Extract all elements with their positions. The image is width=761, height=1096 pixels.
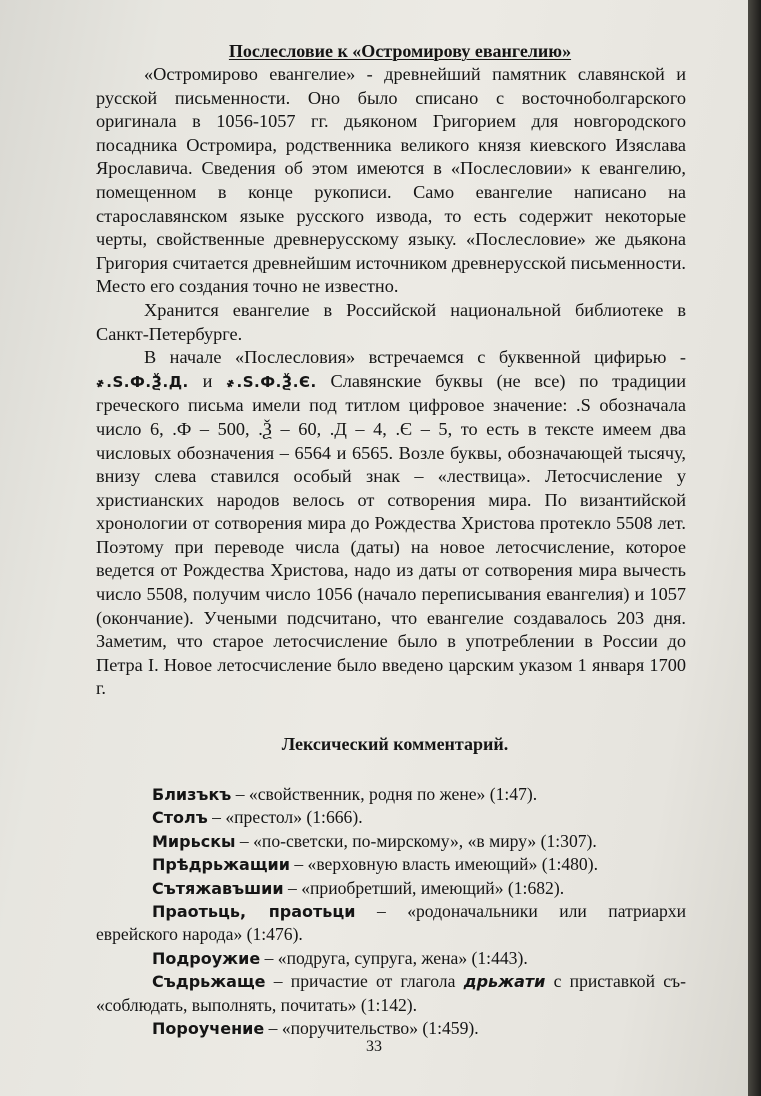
numeral-6564: ҂.Ѕ.Ф.Ѯ.Д.	[96, 372, 189, 391]
entry-term: Пороучение	[152, 1019, 265, 1039]
entry-definition: – «подруга, супруга, жена» (1:443).	[260, 947, 528, 968]
entry	[96, 877, 686, 900]
entry-term: Праотьць, праотьци	[152, 902, 356, 922]
entry	[96, 947, 686, 970]
numeral-6565: ҂.Ѕ.Ф.Ѯ.Є.	[226, 372, 317, 391]
paragraph-1: «Остромирово евангелие» - древнейший памятник славянской и русской письменности. Оно было списано с восточноболгарского оригинала в 1056-1057 гг. дьяконом Григорием для новгородского посадника Остромира, родственника великого князя киевского Изяслава Ярославича. Сведения об этом имеются в «Послесловии» к евангелию, помещенном в конце рукописи. Само евангелие написано на старославянском языке русского извода, то есть содержит некоторые черты, свойственные древнерусскому языку. «Послесловие» же дьякона Григория считается древнейшим источником древнерусской письменности. Место его создания точно не известно.	[96, 64, 686, 297]
entry-definition: – «престол» (1:666).	[207, 807, 363, 828]
entry	[96, 900, 686, 947]
conjunction: и	[202, 370, 213, 391]
entry-definition: – «приобретший, имеющий» (1:682).	[283, 877, 565, 898]
page-title: Послесловие к «Остромирову евангелию»	[228, 41, 572, 61]
entry	[96, 853, 686, 876]
entry	[96, 806, 686, 829]
paragraph-3-body: Славянские буквы (не все) по традиции греческого письма имели под титлом цифровое значение: .Ѕ обозначала число 6, .Ф – 500, .Ѯ – 60, .Д – 4, .Є – 5, то есть в тексте имеем два числовых обозначения – 6564 и 6565. Возле буквы, обозначающей тысячу, внизу слева ставился особый знак – «лествица». Летосчисление у христианских народов велось от сотворения мира. По византийской хронологии от сотворения мира до Рождества Христова протекло 5508 лет. Поэтому при переводе числа (даты) на новое летосчисление, которое ведется от Рождества Христова, надо из даты от сотворения мира вычесть число 5508, получим число 1056 (начало переписывания евангелия) и 1057 (окончание). Учеными подсчитано, что евангелие создавалось 203 дня. Заметим, что старое летосчисление было в употреблении в России до Петра I. Новое летосчисление было введено царским указом 1 января 1700 г.	[96, 370, 686, 699]
entry-verb: дрьжати	[463, 972, 546, 992]
entry-term: Съдрьжаще	[152, 972, 266, 992]
paragraph-3-lead: В начале «Послесловия» встречаемся с буквенной цифирью -	[144, 347, 686, 368]
entry	[96, 830, 686, 853]
paragraph-2: Хранится евангелие в Российской национальной библиотеке в Санкт-Петербурге.	[96, 299, 686, 344]
entry	[96, 1017, 686, 1040]
paragraph-3	[96, 346, 686, 701]
page-number: 33	[366, 1038, 382, 1055]
entry-term: Подроужие	[152, 948, 261, 968]
entry	[96, 783, 686, 806]
entry-definition: – «свойственник, родня по жене» (1:47).	[231, 784, 538, 805]
entry-term: Сътяжавъшии	[152, 878, 284, 898]
entry-term: Прѣдрьжащии	[152, 855, 290, 875]
entry-term: Столъ	[152, 808, 208, 828]
entry-definition: – «родоначальники или патриархи еврейского народа» (1:476).	[96, 901, 687, 945]
entry-definition: – «по-светски, по-мирскому», «в миру» (1:307).	[235, 830, 597, 851]
lexical-entries	[96, 783, 686, 1040]
entry-definition: – «верховную власть имеющий» (1:480).	[289, 854, 598, 875]
entry-definition: – причастие от глагола	[265, 971, 464, 992]
entry	[96, 970, 686, 1017]
entry-term: Близъкъ	[152, 785, 232, 805]
entry-definition: – «поручительство» (1:459).	[264, 1018, 479, 1039]
entry-term: Мирьскы	[152, 831, 236, 851]
page-edge-shadow	[748, 0, 761, 1096]
entry-definition-cont: с приставкой съ- «соблюдать, выполнять, почитать» (1:142).	[96, 971, 686, 1015]
page-content	[96, 40, 686, 1041]
section-subtitle: Лексический комментарий.	[281, 734, 509, 755]
